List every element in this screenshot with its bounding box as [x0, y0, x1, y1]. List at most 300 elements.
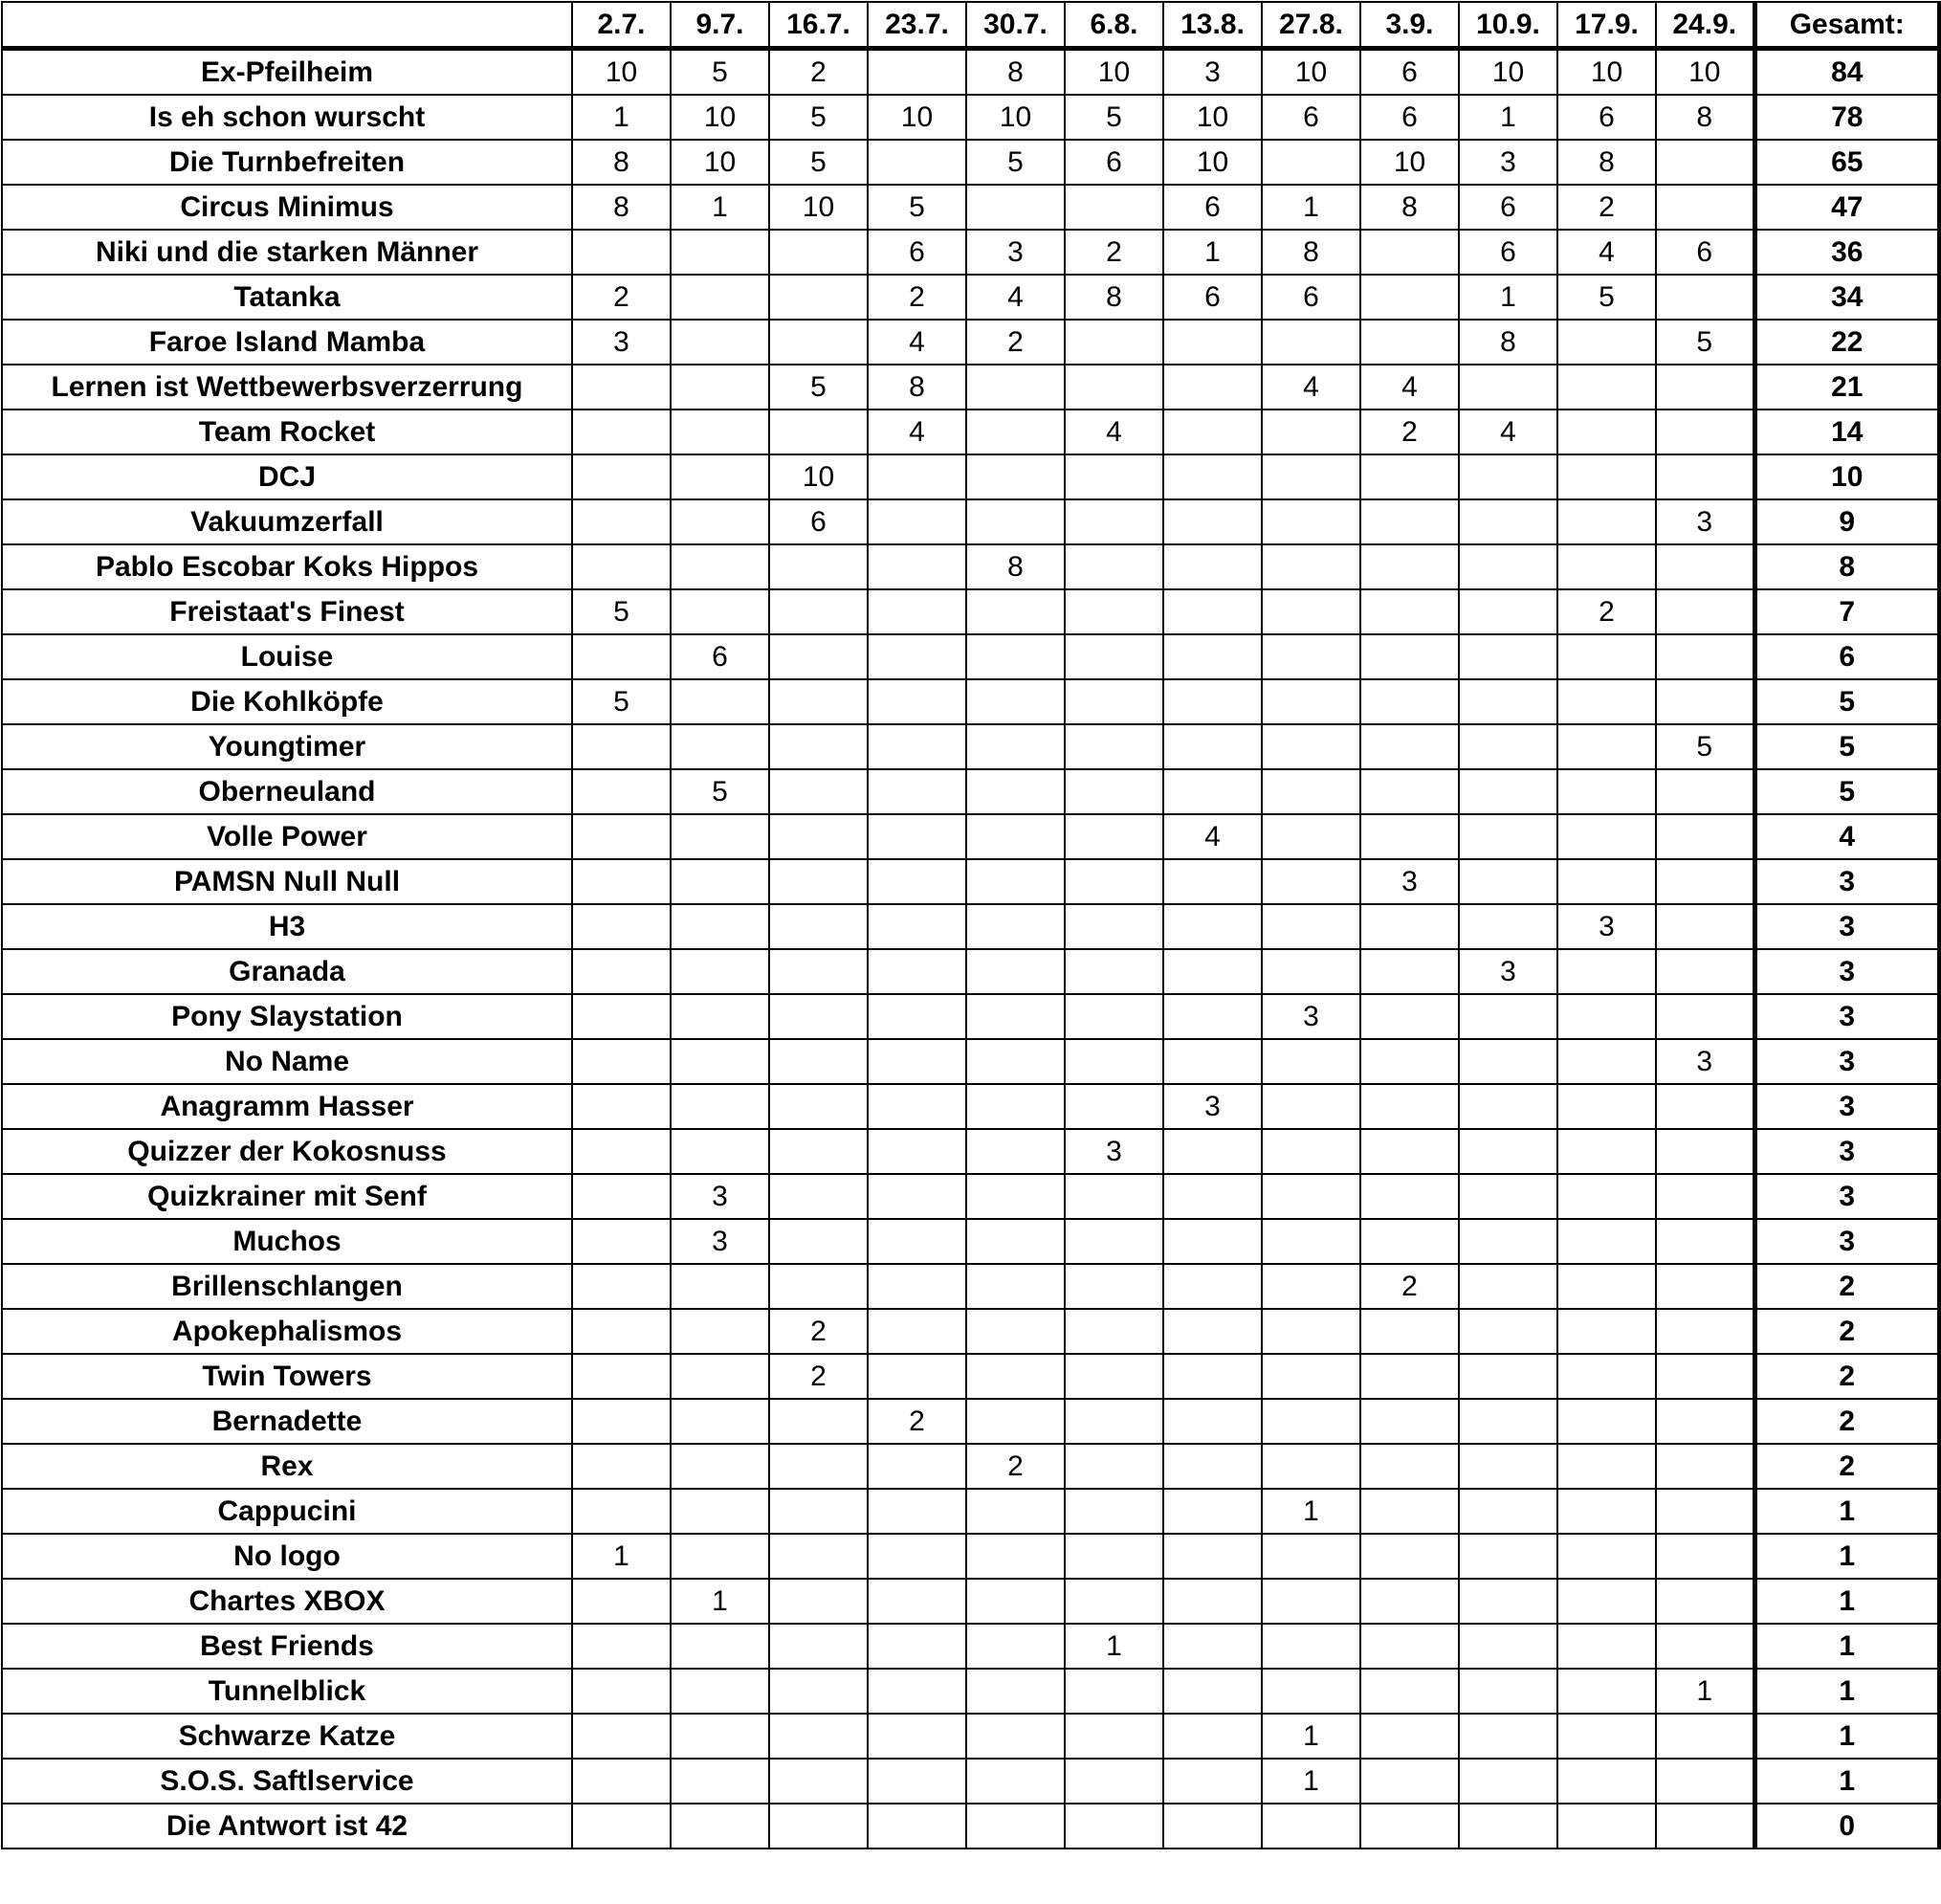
score-cell — [1262, 1264, 1360, 1309]
score-cell — [966, 814, 1065, 859]
team-name-cell: Tatanka — [2, 275, 572, 320]
score-cell — [966, 1534, 1065, 1579]
score-cell: 1 — [1262, 1759, 1360, 1804]
table-row — [2, 1174, 1939, 1219]
table-row — [2, 1489, 1939, 1534]
score-cell — [966, 1399, 1065, 1444]
score-cell — [1065, 814, 1163, 859]
score-cell — [1065, 1489, 1163, 1534]
score-cell — [671, 1489, 769, 1534]
score-cell — [1065, 904, 1163, 949]
score-cell — [1557, 1804, 1656, 1849]
score-cell: 1 — [671, 185, 769, 230]
score-cell: 5 — [671, 49, 769, 96]
score-cell: 6 — [868, 230, 966, 275]
score-cell — [1163, 769, 1262, 814]
table-row — [2, 499, 1939, 544]
score-cell: 8 — [1065, 275, 1163, 320]
score-cell — [1459, 634, 1557, 679]
score-cell — [1065, 1534, 1163, 1579]
score-cell — [868, 679, 966, 724]
score-cell — [1656, 1084, 1754, 1129]
score-cell — [1459, 859, 1557, 904]
score-cell — [1065, 1174, 1163, 1219]
score-cell: 2 — [1360, 1264, 1459, 1309]
score-cell: 4 — [1459, 410, 1557, 454]
score-cell — [1656, 949, 1754, 994]
score-cell: 2 — [1065, 230, 1163, 275]
score-cell — [1163, 904, 1262, 949]
total-cell: 78 — [1754, 95, 1939, 140]
score-cell — [1656, 1489, 1754, 1534]
score-cell — [1656, 1534, 1754, 1579]
score-cell — [671, 320, 769, 365]
score-cell — [1557, 814, 1656, 859]
score-cell — [1360, 454, 1459, 499]
score-cell — [1656, 679, 1754, 724]
total-cell: 3 — [1754, 904, 1939, 949]
table-row — [2, 994, 1939, 1039]
table-row — [2, 679, 1939, 724]
score-cell — [769, 1579, 868, 1624]
score-cell — [671, 1354, 769, 1399]
score-cell — [1557, 1084, 1656, 1129]
total-cell: 1 — [1754, 1489, 1939, 1534]
score-cell — [868, 949, 966, 994]
score-cell — [769, 1624, 868, 1669]
score-cell — [769, 679, 868, 724]
table-row — [2, 634, 1939, 679]
score-cell: 8 — [1360, 185, 1459, 230]
table-row — [2, 1579, 1939, 1624]
score-cell: 10 — [769, 454, 868, 499]
score-cell: 4 — [966, 275, 1065, 320]
score-cell — [671, 275, 769, 320]
date-header: 23.7. — [868, 2, 966, 49]
score-cell — [1065, 1804, 1163, 1849]
score-cell — [572, 724, 671, 769]
date-header: 16.7. — [769, 2, 868, 49]
team-name-cell: Best Friends — [2, 1624, 572, 1669]
score-cell — [572, 814, 671, 859]
score-cell — [1557, 1354, 1656, 1399]
score-cell — [1360, 499, 1459, 544]
score-cell: 5 — [1557, 275, 1656, 320]
score-cell — [1459, 1084, 1557, 1129]
score-cell — [868, 1444, 966, 1489]
team-name-cell: Bernadette — [2, 1399, 572, 1444]
score-cell — [1360, 1219, 1459, 1264]
score-cell — [868, 1219, 966, 1264]
score-cell: 2 — [572, 275, 671, 320]
score-cell — [572, 634, 671, 679]
score-cell — [1459, 814, 1557, 859]
score-cell — [868, 1534, 966, 1579]
score-cell: 6 — [769, 499, 868, 544]
score-cell — [1459, 1489, 1557, 1534]
score-cell — [1262, 1669, 1360, 1714]
score-cell — [1656, 140, 1754, 185]
score-cell — [1065, 769, 1163, 814]
total-cell: 1 — [1754, 1669, 1939, 1714]
score-cell — [769, 949, 868, 994]
score-cell — [1262, 1579, 1360, 1624]
score-cell — [1557, 544, 1656, 589]
score-cell — [868, 1264, 966, 1309]
score-cell: 10 — [1557, 49, 1656, 96]
score-cell — [769, 1804, 868, 1849]
score-cell — [1065, 859, 1163, 904]
score-cell — [769, 275, 868, 320]
score-cell — [671, 1534, 769, 1579]
score-cell — [1557, 1129, 1656, 1174]
score-cell — [671, 679, 769, 724]
total-cell: 1 — [1754, 1579, 1939, 1624]
score-cell — [572, 1129, 671, 1174]
score-cell — [572, 544, 671, 589]
score-cell — [1163, 949, 1262, 994]
score-cell — [1459, 544, 1557, 589]
table-row — [2, 1129, 1939, 1174]
score-cell — [1360, 679, 1459, 724]
table-row — [2, 275, 1939, 320]
score-cell — [1360, 949, 1459, 994]
score-cell — [769, 1084, 868, 1129]
score-cell — [868, 724, 966, 769]
score-cell — [966, 1219, 1065, 1264]
score-cell: 1 — [1262, 185, 1360, 230]
score-cell — [1163, 1039, 1262, 1084]
score-cell — [1262, 1354, 1360, 1399]
score-cell — [966, 769, 1065, 814]
score-cell — [1360, 1129, 1459, 1174]
total-column-header: Gesamt: — [1754, 2, 1939, 49]
score-cell — [572, 1174, 671, 1219]
score-cell — [1360, 320, 1459, 365]
score-cell: 5 — [769, 95, 868, 140]
score-cell — [1262, 544, 1360, 589]
team-name-cell: Schwarze Katze — [2, 1714, 572, 1759]
total-cell: 3 — [1754, 1174, 1939, 1219]
table-row — [2, 410, 1939, 454]
team-name-cell: Chartes XBOX — [2, 1579, 572, 1624]
score-cell — [671, 230, 769, 275]
score-cell — [671, 1624, 769, 1669]
total-cell: 2 — [1754, 1264, 1939, 1309]
score-cell: 4 — [868, 410, 966, 454]
score-cell — [966, 1309, 1065, 1354]
score-cell: 3 — [1262, 994, 1360, 1039]
score-cell — [671, 859, 769, 904]
score-cell — [1065, 994, 1163, 1039]
score-cell — [1262, 1399, 1360, 1444]
score-cell: 10 — [966, 95, 1065, 140]
score-cell: 3 — [671, 1219, 769, 1264]
score-cell: 6 — [671, 634, 769, 679]
score-cell — [572, 1264, 671, 1309]
score-cell — [1557, 1579, 1656, 1624]
score-cell — [868, 994, 966, 1039]
score-cell — [868, 1129, 966, 1174]
table-row — [2, 1714, 1939, 1759]
score-cell — [1065, 589, 1163, 634]
score-cell — [966, 365, 1065, 410]
total-cell: 2 — [1754, 1444, 1939, 1489]
score-cell — [1163, 454, 1262, 499]
score-cell — [1656, 1264, 1754, 1309]
score-cell — [572, 1669, 671, 1714]
total-cell: 1 — [1754, 1759, 1939, 1804]
team-name-cell: No logo — [2, 1534, 572, 1579]
score-cell — [868, 1354, 966, 1399]
score-cell — [671, 544, 769, 589]
score-cell — [1163, 1489, 1262, 1534]
score-cell — [1557, 859, 1656, 904]
team-name-cell: Brillenschlangen — [2, 1264, 572, 1309]
score-cell — [1262, 949, 1360, 994]
score-cell — [1262, 1084, 1360, 1129]
table-row — [2, 1399, 1939, 1444]
score-cell — [1459, 365, 1557, 410]
score-cell: 1 — [572, 95, 671, 140]
team-name-cell: Vakuumzerfall — [2, 499, 572, 544]
score-cell — [1459, 904, 1557, 949]
score-cell — [671, 949, 769, 994]
score-cell: 10 — [1163, 140, 1262, 185]
score-cell — [1065, 454, 1163, 499]
score-cell — [868, 904, 966, 949]
score-cell — [1360, 1714, 1459, 1759]
score-cell — [966, 1804, 1065, 1849]
total-cell: 4 — [1754, 814, 1939, 859]
score-cell — [572, 1354, 671, 1399]
score-cell — [1656, 1444, 1754, 1489]
total-cell: 2 — [1754, 1399, 1939, 1444]
total-cell: 5 — [1754, 679, 1939, 724]
team-name-cell: Muchos — [2, 1219, 572, 1264]
score-cell — [1459, 1444, 1557, 1489]
team-name-cell: Team Rocket — [2, 410, 572, 454]
team-name-cell: Volle Power — [2, 814, 572, 859]
table-row — [2, 1039, 1939, 1084]
total-cell: 6 — [1754, 634, 1939, 679]
table-row — [2, 949, 1939, 994]
score-cell — [1459, 1804, 1557, 1849]
score-cell — [671, 724, 769, 769]
score-cell: 10 — [572, 49, 671, 96]
score-cell — [1360, 1804, 1459, 1849]
score-cell — [1360, 1534, 1459, 1579]
team-name-cell: Tunnelblick — [2, 1669, 572, 1714]
table-row — [2, 230, 1939, 275]
score-cell — [868, 1579, 966, 1624]
score-cell: 4 — [1065, 410, 1163, 454]
score-cell — [1360, 1489, 1459, 1534]
total-cell: 3 — [1754, 949, 1939, 994]
score-cell — [1557, 769, 1656, 814]
date-header: 27.8. — [1262, 2, 1360, 49]
score-cell — [1262, 589, 1360, 634]
team-name-cell: Die Kohlköpfe — [2, 679, 572, 724]
team-name-cell: Louise — [2, 634, 572, 679]
score-cell: 4 — [1163, 814, 1262, 859]
score-cell — [1262, 454, 1360, 499]
total-cell: 21 — [1754, 365, 1939, 410]
score-cell: 3 — [1360, 859, 1459, 904]
score-cell — [769, 544, 868, 589]
score-cell — [671, 499, 769, 544]
score-cell: 3 — [1163, 1084, 1262, 1129]
score-cell: 6 — [1459, 230, 1557, 275]
score-cell — [1557, 1714, 1656, 1759]
score-cell — [671, 1039, 769, 1084]
score-cell — [1656, 365, 1754, 410]
score-cell — [868, 140, 966, 185]
team-name-cell: Circus Minimus — [2, 185, 572, 230]
score-cell — [1557, 1444, 1656, 1489]
date-header: 9.7. — [671, 2, 769, 49]
score-cell — [1656, 1714, 1754, 1759]
score-cell — [868, 454, 966, 499]
score-cell: 2 — [868, 275, 966, 320]
score-cell: 3 — [1459, 949, 1557, 994]
score-cell — [966, 1489, 1065, 1534]
table-row — [2, 1264, 1939, 1309]
score-cell — [671, 1714, 769, 1759]
score-cell — [1065, 1264, 1163, 1309]
score-cell — [1656, 544, 1754, 589]
score-cell — [572, 1219, 671, 1264]
score-cell — [671, 1669, 769, 1714]
score-cell — [868, 49, 966, 96]
score-cell — [1065, 1444, 1163, 1489]
score-cell — [966, 994, 1065, 1039]
score-cell: 8 — [966, 544, 1065, 589]
score-cell: 5 — [966, 140, 1065, 185]
score-cell — [1163, 1579, 1262, 1624]
score-cell — [769, 1759, 868, 1804]
team-name-cell: DCJ — [2, 454, 572, 499]
score-cell — [1557, 1174, 1656, 1219]
score-cell — [1065, 544, 1163, 589]
score-cell — [769, 1039, 868, 1084]
score-cell — [1163, 589, 1262, 634]
score-cell — [1656, 634, 1754, 679]
score-cell — [966, 185, 1065, 230]
score-cell — [671, 1309, 769, 1354]
score-cell: 2 — [966, 1444, 1065, 1489]
score-cell: 2 — [769, 1354, 868, 1399]
score-cell — [1163, 410, 1262, 454]
score-cell — [769, 1489, 868, 1534]
team-name-cell: Die Antwort ist 42 — [2, 1804, 572, 1849]
score-cell — [1459, 769, 1557, 814]
score-cell: 6 — [1262, 95, 1360, 140]
total-cell: 36 — [1754, 230, 1939, 275]
score-cell — [966, 1264, 1065, 1309]
score-cell — [1065, 949, 1163, 994]
score-cell: 5 — [769, 140, 868, 185]
score-cell — [1065, 724, 1163, 769]
score-cell — [868, 544, 966, 589]
score-cell — [966, 1669, 1065, 1714]
score-cell — [769, 1714, 868, 1759]
score-cell — [671, 1129, 769, 1174]
score-cell — [1163, 994, 1262, 1039]
score-cell — [1656, 769, 1754, 814]
score-cell — [1262, 814, 1360, 859]
score-cell — [1262, 1444, 1360, 1489]
score-cell — [572, 410, 671, 454]
score-cell: 10 — [671, 95, 769, 140]
score-cell — [966, 1759, 1065, 1804]
score-cell — [671, 1804, 769, 1849]
team-name-cell: Die Turnbefreiten — [2, 140, 572, 185]
score-cell — [1459, 1264, 1557, 1309]
score-cell — [1360, 994, 1459, 1039]
score-cell — [1163, 499, 1262, 544]
team-name-cell: Quizzer der Kokosnuss — [2, 1129, 572, 1174]
score-cell: 10 — [769, 185, 868, 230]
score-cell — [1065, 365, 1163, 410]
score-cell — [1262, 634, 1360, 679]
score-cell — [769, 320, 868, 365]
score-cell — [966, 1129, 1065, 1174]
score-cell — [671, 994, 769, 1039]
score-cell — [1656, 994, 1754, 1039]
team-name-cell: Youngtimer — [2, 724, 572, 769]
score-cell — [1459, 1534, 1557, 1579]
score-cell — [1065, 1714, 1163, 1759]
score-cell — [1656, 1219, 1754, 1264]
score-cell — [868, 634, 966, 679]
table-row — [2, 1444, 1939, 1489]
score-cell — [1360, 275, 1459, 320]
score-cell — [1262, 140, 1360, 185]
score-cell — [1065, 320, 1163, 365]
table-row — [2, 1534, 1939, 1579]
score-cell: 2 — [769, 49, 868, 96]
score-cell — [1656, 1174, 1754, 1219]
score-cell — [1065, 679, 1163, 724]
total-cell: 3 — [1754, 1219, 1939, 1264]
score-cell — [868, 769, 966, 814]
score-cell: 10 — [1163, 95, 1262, 140]
score-cell — [1163, 859, 1262, 904]
score-cell — [1065, 1399, 1163, 1444]
table-row — [2, 1084, 1939, 1129]
score-cell — [1163, 724, 1262, 769]
total-cell: 34 — [1754, 275, 1939, 320]
score-cell — [1557, 634, 1656, 679]
score-cell — [769, 1129, 868, 1174]
score-cell — [572, 1714, 671, 1759]
score-cell — [1065, 1579, 1163, 1624]
score-cell — [966, 1084, 1065, 1129]
score-cell — [769, 904, 868, 949]
score-cell — [1459, 724, 1557, 769]
score-cell — [1459, 1129, 1557, 1174]
score-cell — [1557, 1759, 1656, 1804]
score-cell — [868, 1084, 966, 1129]
team-name-cell: Niki und die starken Männer — [2, 230, 572, 275]
score-cell — [572, 1039, 671, 1084]
score-cell — [1557, 320, 1656, 365]
score-cell — [966, 949, 1065, 994]
team-name-cell: H3 — [2, 904, 572, 949]
score-cell — [1262, 1624, 1360, 1669]
table-body — [2, 49, 1939, 1849]
